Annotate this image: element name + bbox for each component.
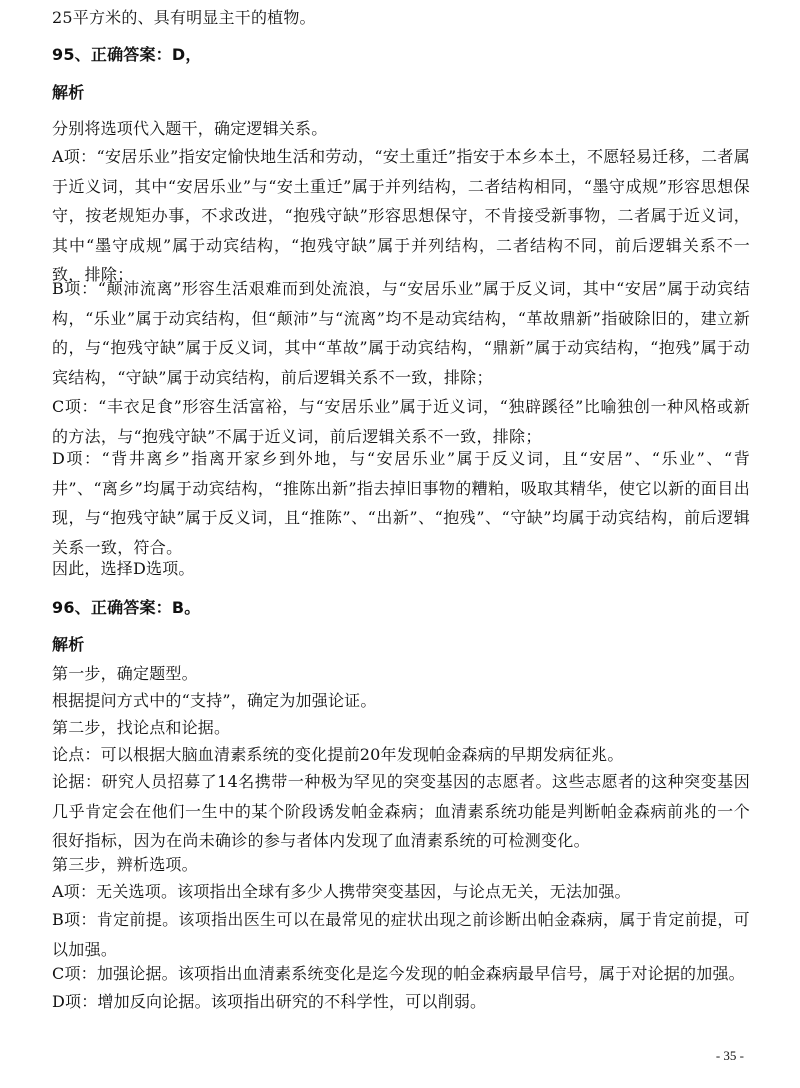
q96-answer-heading: 96、正确答案：B。 bbox=[52, 598, 201, 617]
q96-step1: 第一步，确定题型。 bbox=[52, 664, 198, 683]
q95-conclusion: 因此，选择D选项。 bbox=[52, 559, 195, 578]
q95-answer-heading: 95、正确答案：D， bbox=[52, 45, 202, 64]
q96-step1-detail: 根据提问方式中的“支持”，确定为加强论证。 bbox=[52, 691, 377, 710]
q96-step2: 第二步，找论点和论据。 bbox=[52, 718, 231, 737]
q95-option-a: A项：“安居乐业”指安定愉快地生活和劳动，“安土重迁”指安于本乡本土，不愿轻易迁移，二者属于近义词，其中“安居乐业”与“安土重迁”属于并列结构，二者结构相同，“墨守成规”形容思想保守，按老规矩办事，不求改进，“抱残守缺”形容思想保守，不肯接受新事物，二者属于近义词，其中“墨守成规”属于动宾结构，“抱残守缺”属于并列结构，二者结构不同，前后逻辑关系不一致，排除； bbox=[52, 147, 750, 284]
q96-analysis-label: 解析 bbox=[52, 635, 85, 654]
q95-option-c: C项：“丰衣足食”形容生活富裕，与“安居乐业”属于近义词，“独辟蹊径”比喻独创一种风格或新的方法，与“抱残守缺”不属于近义词，前后逻辑关系不一致，排除； bbox=[52, 397, 750, 446]
q96-option-c: C项：加强论据。该项指出血清素系统变化是迄今发现的帕金森病最早信号，属于对论据的加强。 bbox=[52, 964, 745, 983]
q95-option-d: D项：“背井离乡”指离开家乡到外地，与“安居乐业”属于反义词，且“安居”、“乐业”、“背井”、“离乡”均属于动宾结构，“推陈出新”指去掉旧事物的糟粕，吸取其精华，使它以新的面目出现，与“抱残守缺”属于反义词，且“推陈”、“出新”、“抱残”、“守缺”均属于动宾结构，前后逻辑关系一致，符合。 bbox=[52, 449, 750, 557]
q96-option-d: D项：增加反向论据。该项指出研究的不科学性，可以削弱。 bbox=[52, 992, 487, 1011]
q95-option-b: B项：“颠沛流离”形容生活艰难而到处流浪，与“安居乐业”属于反义词，其中“安居”属于动宾结构，“乐业”属于动宾结构，但“颠沛”与“流离”均不是动宾结构，“革故鼎新”指破除旧的，建立新的，与“抱残守缺”属于反义词，其中“革故”属于动宾结构，“鼎新”属于动宾结构，“抱残”属于动宾结构，“守缺”属于动宾结构，前后逻辑关系不一致，排除； bbox=[52, 279, 750, 387]
q96-option-b: B项：肯定前提。该项指出医生可以在最常见的症状出现之前诊断出帕金森病，属于肯定前提，可以加强。 bbox=[52, 910, 750, 959]
q95-analysis-label: 解析 bbox=[52, 83, 85, 102]
q96-evidence: 论据：研究人员招募了14名携带一种极为罕见的突变基因的志愿者。这些志愿者的这种突变基因几乎肯定会在他们一生中的某个阶段诱发帕金森病；血清素系统功能是判断帕金森病前兆的一个很好指标，因为在尚未确诊的参与者体内发现了血清素系统的可检测变化。 bbox=[52, 772, 750, 850]
q96-step3: 第三步，辨析选项。 bbox=[52, 855, 198, 874]
continuation-text: 25平方米的、具有明显主干的植物。 bbox=[52, 8, 316, 27]
q95-intro: 分别将选项代入题干，确定逻辑关系。 bbox=[52, 119, 328, 138]
q96-option-a: A项：无关选项。该项指出全球有多少人携带突变基因，与论点无关，无法加强。 bbox=[52, 882, 631, 901]
page-number: - 35 - bbox=[715, 1048, 744, 1063]
q96-argument: 论点：可以根据大脑血清素系统的变化提前20年发现帕金森病的早期发病征兆。 bbox=[52, 745, 624, 764]
